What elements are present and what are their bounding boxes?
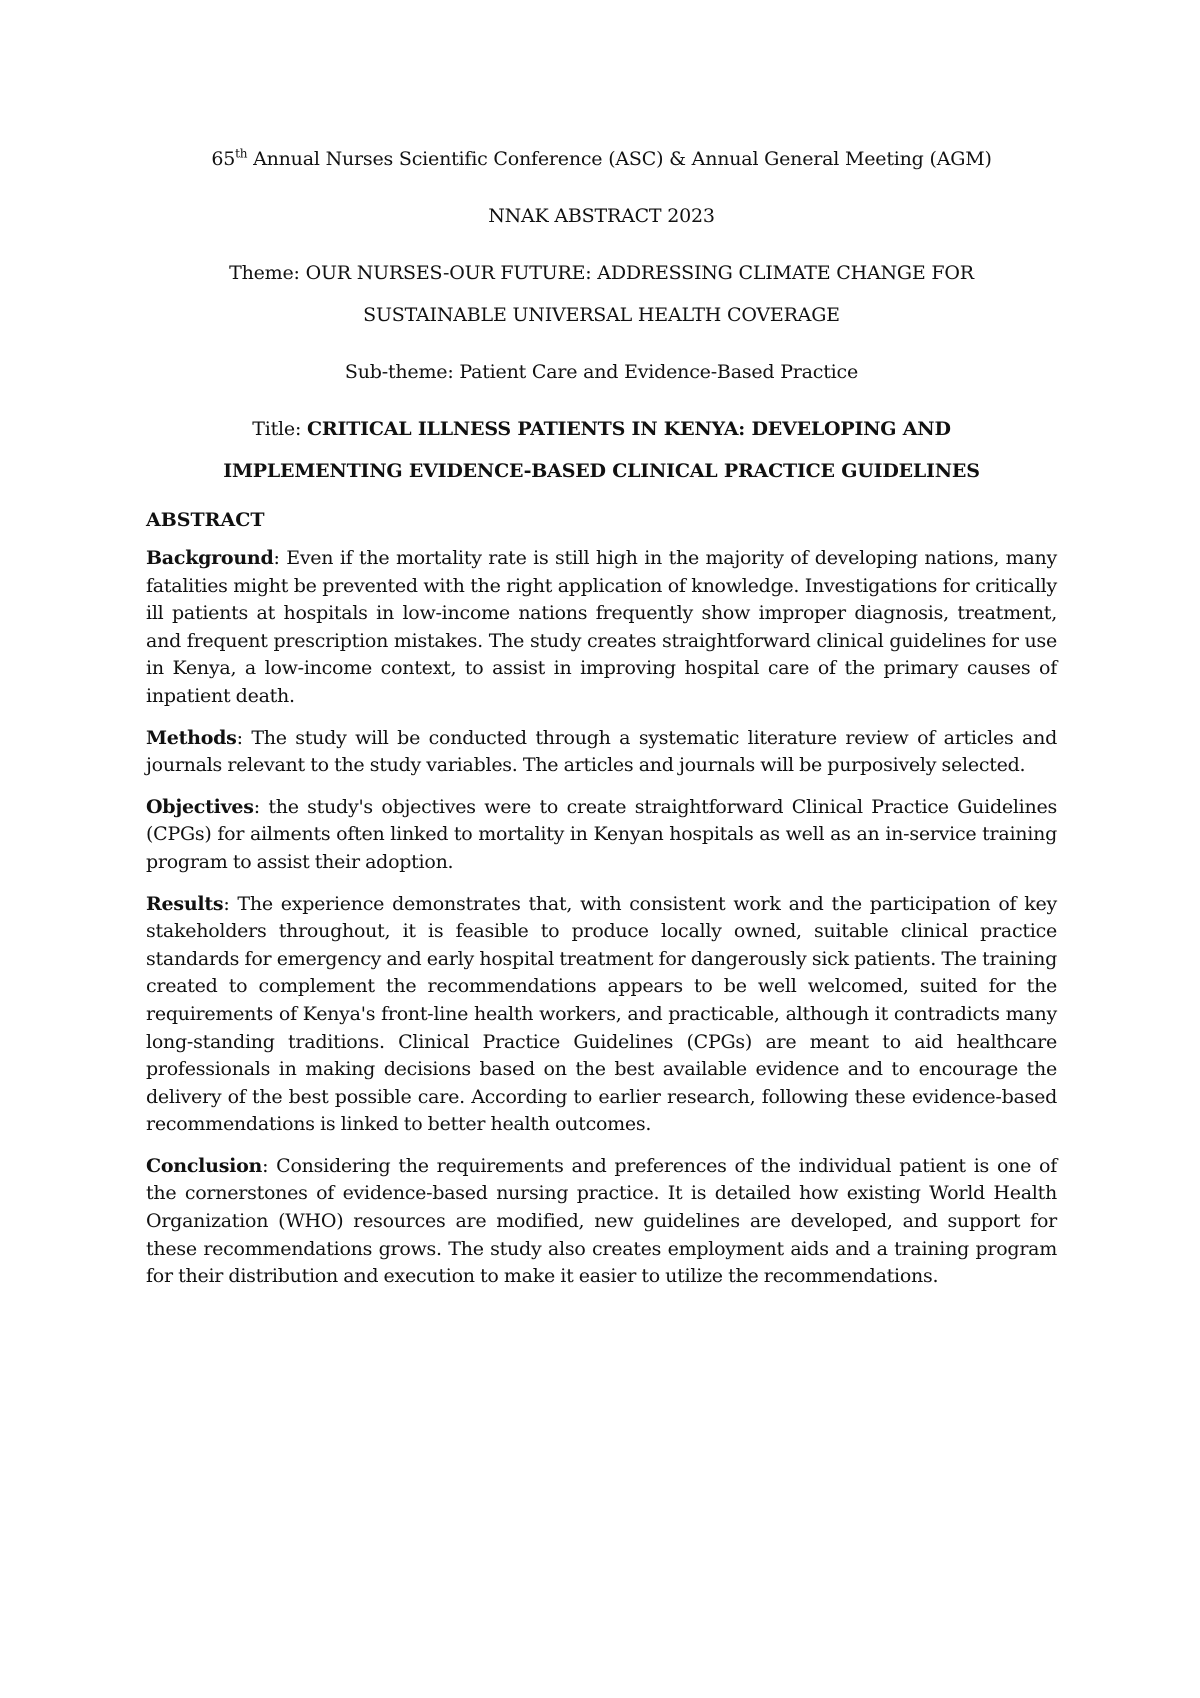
theme-line-1: Theme: OUR NURSES-OUR FUTURE: ADDRESSING CLIMATE CHANGE FOR bbox=[229, 262, 974, 284]
title-block bbox=[146, 408, 1057, 492]
objectives-label: Objectives bbox=[146, 795, 254, 818]
conclusion-section bbox=[146, 1153, 1057, 1291]
abstract-heading: ABSTRACT bbox=[146, 509, 265, 531]
background-section bbox=[146, 545, 1057, 711]
title-label: Title: bbox=[252, 418, 307, 440]
methods-text: : The study will be conducted through a systematic literature review of articles and journals relevant to the study variables. The articles and journals will be purposively selected. bbox=[146, 726, 1057, 777]
objectives-section bbox=[146, 794, 1057, 877]
title-text-1: CRITICAL ILLNESS PATIENTS IN KENYA: DEVELOPING AND bbox=[307, 418, 951, 440]
results-label: Results bbox=[146, 892, 224, 915]
methods-section bbox=[146, 725, 1057, 780]
methods-label: Methods bbox=[146, 726, 237, 749]
background-text: : Even if the mortality rate is still high in the majority of developing nations, many fatalities might be prevented with the right application of knowledge. Investigations for critically ill patients at hospitals in low-income nations frequently show improper diagnosis, treatment, and frequent prescription mistakes. The study creates straightforward clinical guidelines for use in Kenya, a low-income context, to assist in improving hospital care of the primary causes of inpatient death. bbox=[146, 547, 1057, 707]
document-content bbox=[146, 138, 1057, 1305]
conference-name: Annual Nurses Scientific Conference (ASC) & Annual General Meeting (AGM) bbox=[247, 148, 992, 170]
header-block bbox=[146, 138, 1057, 492]
background-label: Background bbox=[146, 547, 274, 569]
results-text: : The experience demonstrates that, with consistent work and the participation of key stakeholders throughout, it is feasible to produce locally owned, suitable clinical practice standards for emergency and early hospital treatment for dangerously sick patients. The training created to complement the recommendations appears to be well welcomed, suited for the requirements of Kenya's front-line health workers, and practicable, although it contradicts many long-standing traditions. Clinical Practice Guidelines (CPGs) are meant to aid healthcare professionals in making decisions based on the best available evidence and to encourage the delivery of the best possible care. According to earlier research, following these evidence-based recommendations is linked to better health outcomes. bbox=[146, 892, 1057, 1136]
objectives-text: : the study's objectives were to create straightforward Clinical Practice Guidelines (CPGs) for ailments often linked to mortality in Kenyan hospitals as well as an in-service training program to assist their adoption. bbox=[146, 795, 1057, 873]
conference-ordinal-suffix: th bbox=[235, 146, 248, 161]
title-line-2: IMPLEMENTING EVIDENCE-BASED CLINICAL PRACTICE GUIDELINES bbox=[223, 460, 980, 482]
conclusion-text: : Considering the requirements and preferences of the individual patient is one of the cornerstones of evidence-based nursing practice. It is detailed how existing World Health Organization (WHO) resources are modified, new guidelines are developed, and support for these recommendations grows. The study also creates employment aids and a training program for their distribution and execution to make it easier to utilize the recommendations. bbox=[146, 1154, 1057, 1288]
title-line-1 bbox=[146, 408, 1057, 450]
theme-block bbox=[146, 252, 1057, 336]
abstract-year-line: NNAK ABSTRACT 2023 bbox=[488, 205, 715, 227]
theme-line-2: SUSTAINABLE UNIVERSAL HEALTH COVERAGE bbox=[363, 304, 840, 326]
subtheme-line: Sub-theme: Patient Care and Evidence-Based Practice bbox=[344, 361, 859, 383]
results-section bbox=[146, 891, 1057, 1139]
conclusion-label: Conclusion bbox=[146, 1154, 263, 1177]
conference-line bbox=[146, 138, 1057, 180]
conference-number: 65 bbox=[211, 148, 236, 170]
